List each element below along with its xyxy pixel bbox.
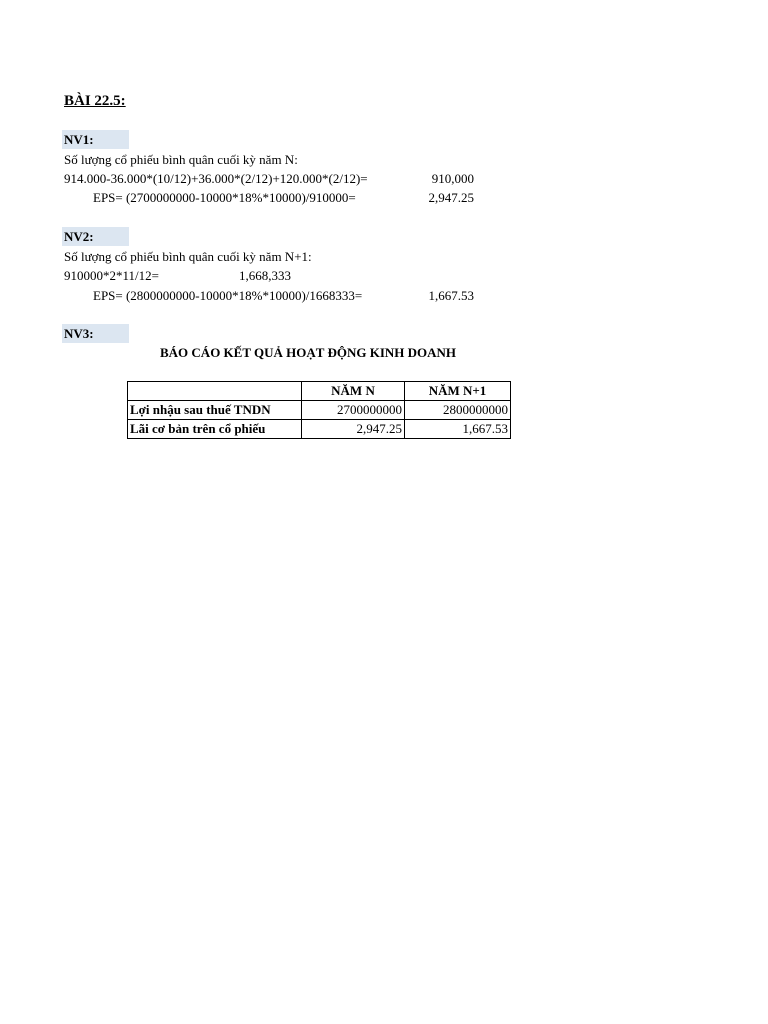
nv3-label: NV3: [62,324,129,343]
nv1-eps-formula: EPS= (2700000000-10000*18%*10000)/910000= [93,190,356,205]
nv2-formula: 910000*2*11/12= [64,268,159,283]
table-cell: 2800000000 [405,401,511,420]
table-header-cell: NĂM N+1 [405,382,511,401]
page-title: BÀI 22.5: [64,93,126,109]
table-header-row [128,382,511,401]
nv2-eps-formula: EPS= (2800000000-10000*18%*10000)/1668333= [93,288,363,303]
nv1-label: NV1: [62,130,129,149]
table-row [128,401,511,420]
nv2-eps-value: 1,667.53 [428,288,474,303]
nv2-formula-value: 1,668,333 [239,268,291,283]
table-cell: 1,667.53 [405,420,511,439]
nv1-formula-value: 910,000 [431,171,474,186]
nv1-formula: 914.000-36.000*(10/12)+36.000*(2/12)+120.000*(2/12)= [64,171,368,186]
nv2-label: NV2: [62,227,129,246]
table-row-label: Lợi nhậu sau thuế TNDN [128,401,302,420]
table-header-cell: NĂM N [302,382,405,401]
income-statement-table [127,381,511,439]
table-row-label: Lãi cơ bản trên cổ phiếu [128,420,302,439]
table-row [128,420,511,439]
table-header-cell [128,382,302,401]
table-cell: 2,947.25 [302,420,405,439]
nv1-description: Số lượng cổ phiếu bình quân cuối kỳ năm N: [64,152,298,167]
nv1-eps-value: 2,947.25 [428,190,474,205]
table-cell: 2700000000 [302,401,405,420]
report-title: BÁO CÁO KẾT QUẢ HOẠT ĐỘNG KINH DOANH [160,345,457,360]
nv2-description: Số lượng cổ phiếu bình quân cuối kỳ năm N+1: [64,249,312,264]
